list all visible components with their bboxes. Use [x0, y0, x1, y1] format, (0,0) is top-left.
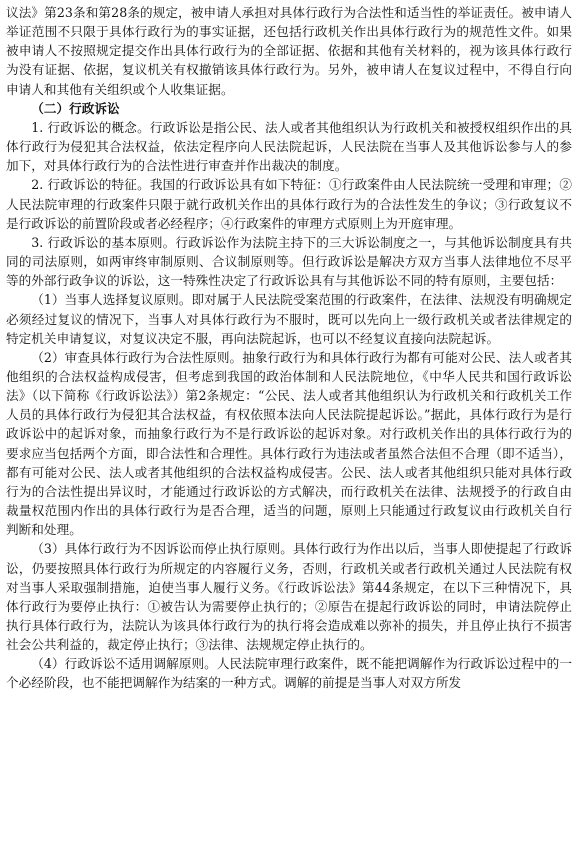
paragraph-litigation-features: 2. 行政诉讼的特征。我国的行政诉讼具有如下特征：①行政案件由人民法院统一受理和审理；②人民法院审理的行政案件只限于就行政机关作出的具体行政行为的合法性发生的争议；③行政复议不是行政诉讼的前置阶段或者必经程序；④行政案件的审理方式原则上为开庭审理。 — [6, 177, 572, 231]
paragraph-basic-principles: 3. 行政诉讼的基本原则。行政诉讼作为法院主持下的三大诉讼制度之一，与其他诉讼制度具有共同的司法原则，如两审终审制原则、合议制原则等。但行政诉讼是解决方双方当事人法律地位不尽平等的外部行政争议的诉讼，这一特殊性决定了行政诉讼具有与其他诉讼不同的特有原则，主要包括： — [6, 234, 572, 289]
section-heading-admin-litigation: （二）行政诉讼 — [31, 100, 120, 116]
paragraph-litigation-concept: 1. 行政诉讼的概念。行政诉讼是指公民、法人或者其他组织认为行政机关和被授权组织作出的具体行政行为侵犯其合法权益，依法定程序向人民法院起诉，人民法院在当事人及其他诉讼参与人的参加下，对具体行政行为的合法性进行审查并作出裁决的制度。 — [6, 119, 572, 174]
paragraph-principle-2: （2）审查具体行政行为合法性原则。抽象行政行为和具体行政行为都有可能对公民、法人或者其他组织的合法权益构成侵害，但考虑到我国的政治体制和人民法院地位，《中华人民共和国行政诉讼法》（以下简称《行政诉讼法》）第2条规定：“公民、法人或者其他组织认为行政机关和行政机关工作人员的具体行政行为侵犯其合法权益，有权依照本法向人民法院提起诉讼。”据此，具体行政行为是行政诉讼中的起诉对象，而抽象行政行为不是行政诉讼的起诉对象。对行政机关作出的具体行政行为的要求应当包括两个方面，即合法性和合理性。具体行政行为违法或者虽然合法但不合理（即不适当），都有可能对公民、法人或者其他组织的合法权益构成侵害。公民、法人或者其他组织只能对具体行政行为的合法性提出异议时，才能通过行政诉讼的方式解决，而行政机关在法律、法规授予的行政自由裁量权范围内作出的具体行政行为是否合理，适当的问题，原则上只能通过行政复议由行政机关自行判断和处理。 — [6, 349, 572, 538]
paragraph-principle-3: （3）具体行政行为不因诉讼而停止执行原则。具体行政行为作出以后，当事人即使提起了行政诉讼，仍要按照具体行政行为所规定的内容履行义务，否则，行政机关或者行政机关通过人民法院有权对当事人采取强制措施，迫使当事人履行义务。《行政诉讼法》第44条规定，在以下三种情况下，具体行政行为要停止执行：①被告认为需要停止执行的；②原告在提起行政诉讼的同时，申请法院停止执行具体行政行为，法院认为该具体行政行为的执行将会造成难以弥补的损失，并且停止执行不损害社会公共利益的，裁定停止执行；③法律、法规规定停止执行的。 — [6, 541, 572, 653]
paragraph-principle-1: （1）当事人选择复议原则。即对属于人民法院受案范围的行政案件，在法律、法规没有明确规定必须经过复议的情况下，当事人对具体行政行为不服时，既可以先向上一级行政机关或者法律规定的特定机关申请复议，对复议决定不服，再向法院起诉，也可以不经复议直接向法院起诉。 — [6, 292, 572, 346]
intro-paragraph: 议法》第23条和第28条的规定，被申请人承担对具体行政行为合法性和适当性的举证责任。被申请人举证范围不只限于具体行政行为的事实证据，还包括行政机关作出具体行政行为的规范性文件。如果被申请人不按照规定提交作出具体行政行为的全部证据、依据和其他有关材料的，视为该具体行政行为没有证据、依据，复议机关有权撤销该具体行政行为。另外，被申请人在复议过程中，不得自行向申请人和其他有关组织或个人收集证据。 — [6, 5, 572, 97]
paragraph-principle-4: （4）行政诉讼不适用调解原则。人民法院审理行政案件，既不能把调解作为行政诉讼过程中的一个必经阶段，也不能把调解作为结案的一种方式。调解的前提是当事人对双方所发 — [6, 656, 572, 691]
